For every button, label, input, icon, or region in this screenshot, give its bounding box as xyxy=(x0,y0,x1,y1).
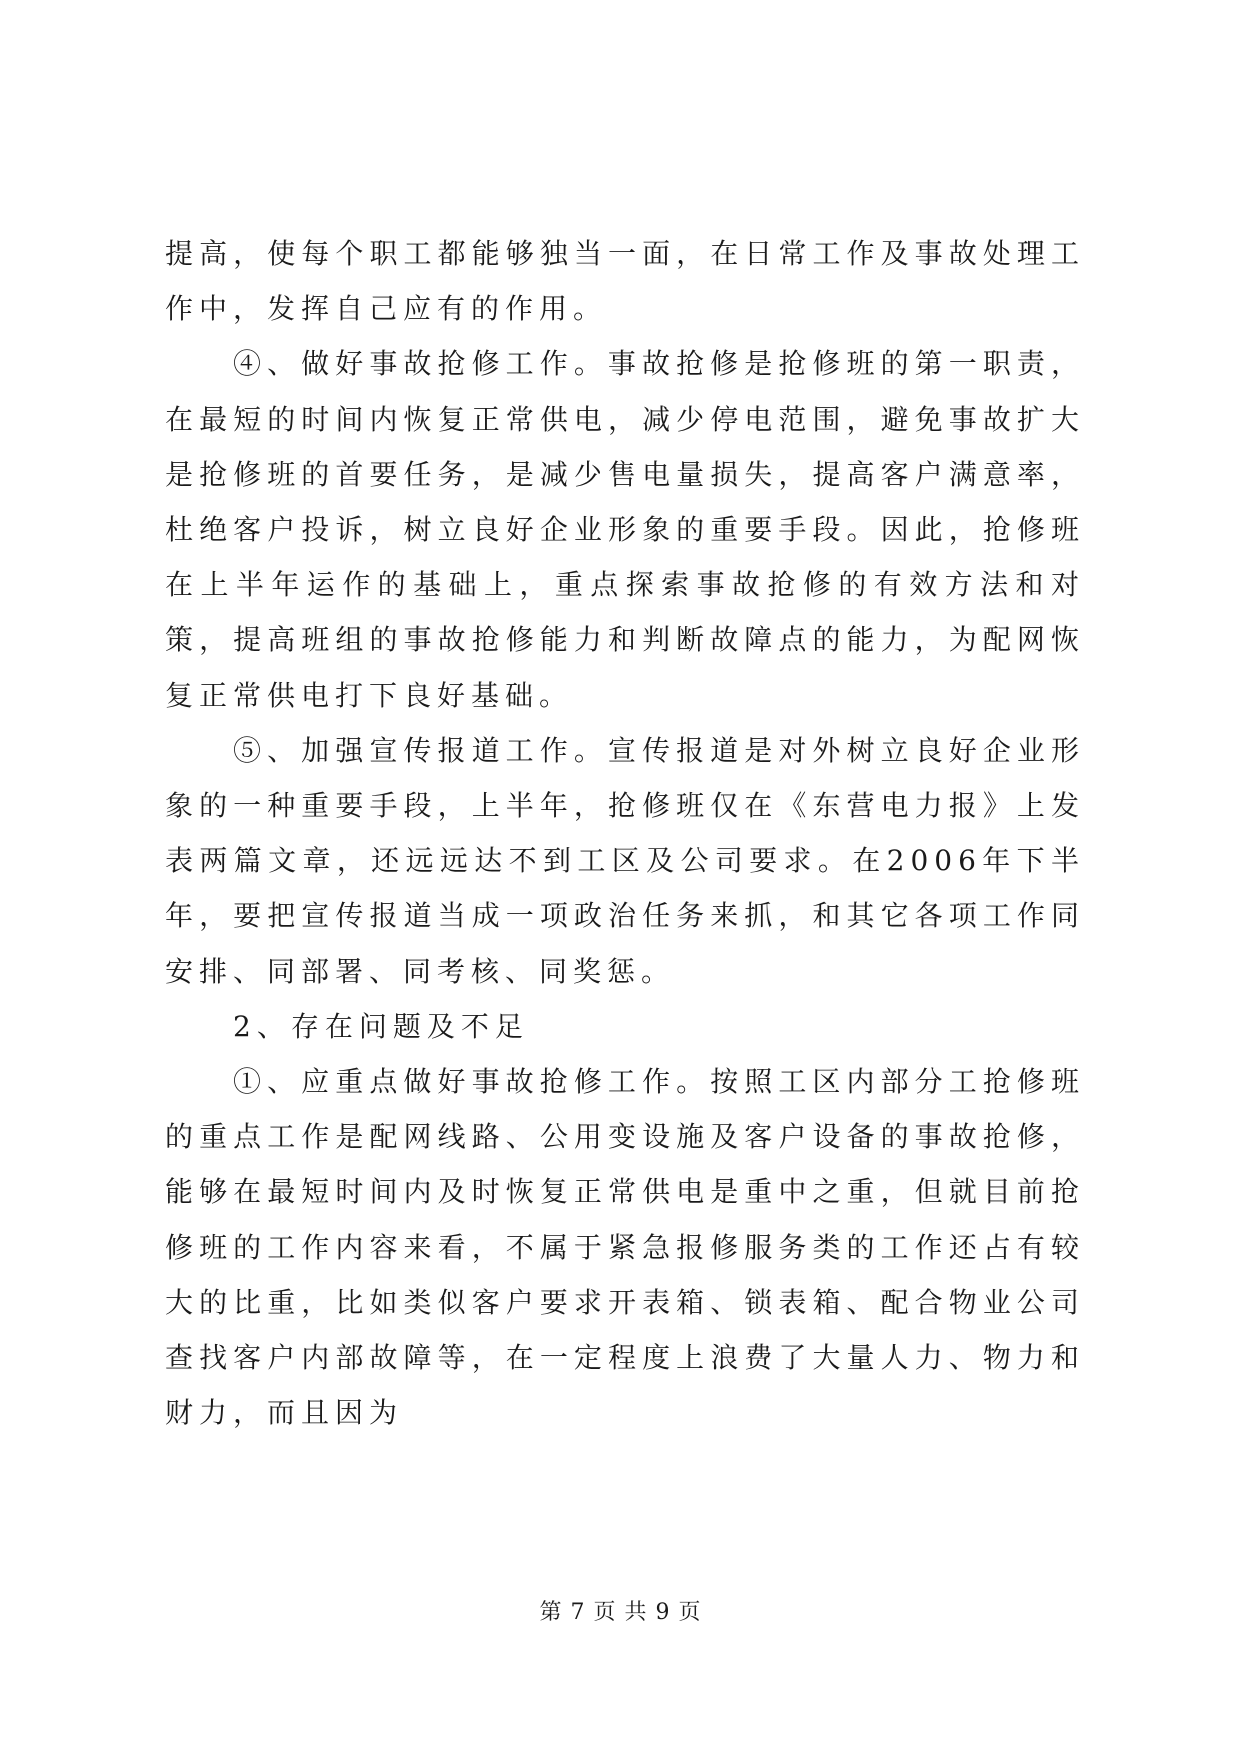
paragraph-continuation: 提高，使每个职工都能够独当一面，在日常工作及事故处理工作中，发挥自己应有的作用。 xyxy=(165,237,1085,326)
paragraph-accident-repair: ④、做好事故抢修工作。事故抢修是抢修班的第一职责，在最短的时间内恢复正常供电，减少停电范围，避免事故扩大是抢修班的首要任务，是减少售电量损失，提高客户满意率，杜绝客户投诉，树立良好企业形象的重要手段。因此，抢修班在上半年运作的基础上，重点探索事故抢修的有效方法和对策，提高班组的事故抢修能力和判断故障点的能力，为配网恢复正常供电打下良好基础。 xyxy=(165,347,1085,712)
page-footer: 第 7 页 共 9 页 xyxy=(539,1600,702,1625)
section-heading-problems: 2、存在问题及不足 xyxy=(233,1009,529,1043)
paragraph-publicity: ⑤、加强宣传报道工作。宣传报道是对外树立良好企业形象的一种重要手段，上半年，抢修班仅在《东营电力报》上发表两篇文章，还远远达不到工区及公司要求。在2006年下半年，要把宣传报道当成一项政治任务来抓，和其它各项工作同安排、同部署、同考核、同奖惩。 xyxy=(165,733,1085,988)
paragraph-problem-1: ①、应重点做好事故抢修工作。按照工区内部分工抢修班的重点工作是配网线路、公用变设施及客户设备的事故抢修，能够在最短时间内及时恢复正常供电是重中之重，但就目前抢修班的工作内容来看，不属于紧急报修服务类的工作还占有较大的比重，比如类似客户要求开表箱、锁表箱、配合物业公司查找客户内部故障等，在一定程度上浪费了大量人力、物力和财力，而且因为 xyxy=(165,1065,1085,1430)
document-body xyxy=(165,226,1085,1440)
